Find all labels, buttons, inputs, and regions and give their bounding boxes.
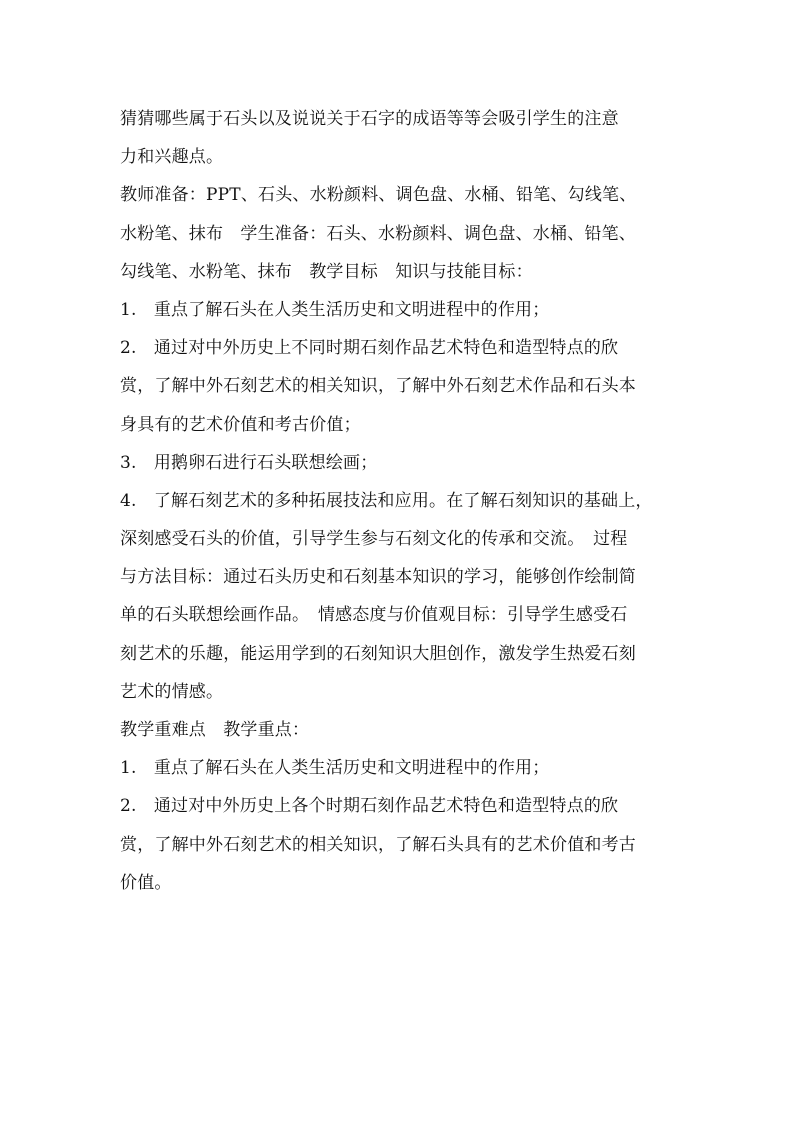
text-line: 价值。: [120, 872, 172, 893]
text-line: 刻艺术的乐趣，能运用学到的石刻知识大胆创作，激发学生热爱石刻: [120, 643, 636, 664]
teacher-prep-line: 教师准备：PPT、石头、水粉颜料、调色盘、水桶、铅笔、勾线笔、: [120, 185, 637, 206]
list-item-3: 3. 用鹅卵石进行石头联想绘画；: [120, 452, 378, 473]
document-body: [120, 100, 680, 902]
text-line: 身具有的艺术价值和考古价值；: [120, 414, 361, 435]
list-item-2: 2. 通过对中外历史上不同时期石刻作品艺术特色和造型特点的欣: [120, 338, 619, 359]
text-line: 艺术的情感。: [120, 681, 224, 702]
objectives-heading-line: 勾线笔、水粉笔、抹布 教学目标 知识与技能目标：: [120, 261, 533, 282]
key-point-item-2: 2. 通过对中外历史上各个时期石刻作品艺术特色和造型特点的欣: [120, 796, 619, 817]
text-line: 与方法目标：通过石头历史和石刻基本知识的学习，能够创作绘制简: [120, 567, 636, 588]
text-line: 力和兴趣点。: [120, 147, 224, 168]
list-item-1: 1. 重点了解石头在人类生活历史和文明进程中的作用；: [120, 299, 550, 320]
text-line: 水粉笔、抹布 学生准备：石头、水粉颜料、调色盘、水桶、铅笔、: [120, 223, 636, 244]
key-points-heading-line: 教学重难点 教学重点：: [120, 720, 310, 740]
text-line: 单的石头联想绘画作品。 情感态度与价值观目标：引导学生感受石: [120, 605, 628, 626]
text-line: 深刻感受石头的价值，引导学生参与石刻文化的传承和交流。 过程: [120, 529, 628, 550]
text-line: 赏，了解中外石刻艺术的相关知识，了解石头具有的艺术价值和考古: [120, 834, 636, 855]
text-line: 猜猜哪些属于石头以及说说关于石字的成语等等会吸引学生的注意: [120, 109, 619, 129]
text-line: 赏，了解中外石刻艺术的相关知识，了解中外石刻艺术作品和石头本: [120, 376, 636, 397]
list-item-4: 4. 了解石刻艺术的多种拓展技法和应用。在了解石刻知识的基础上，: [120, 490, 653, 511]
key-point-item-1: 1. 重点了解石头在人类生活历史和文明进程中的作用；: [120, 758, 550, 779]
